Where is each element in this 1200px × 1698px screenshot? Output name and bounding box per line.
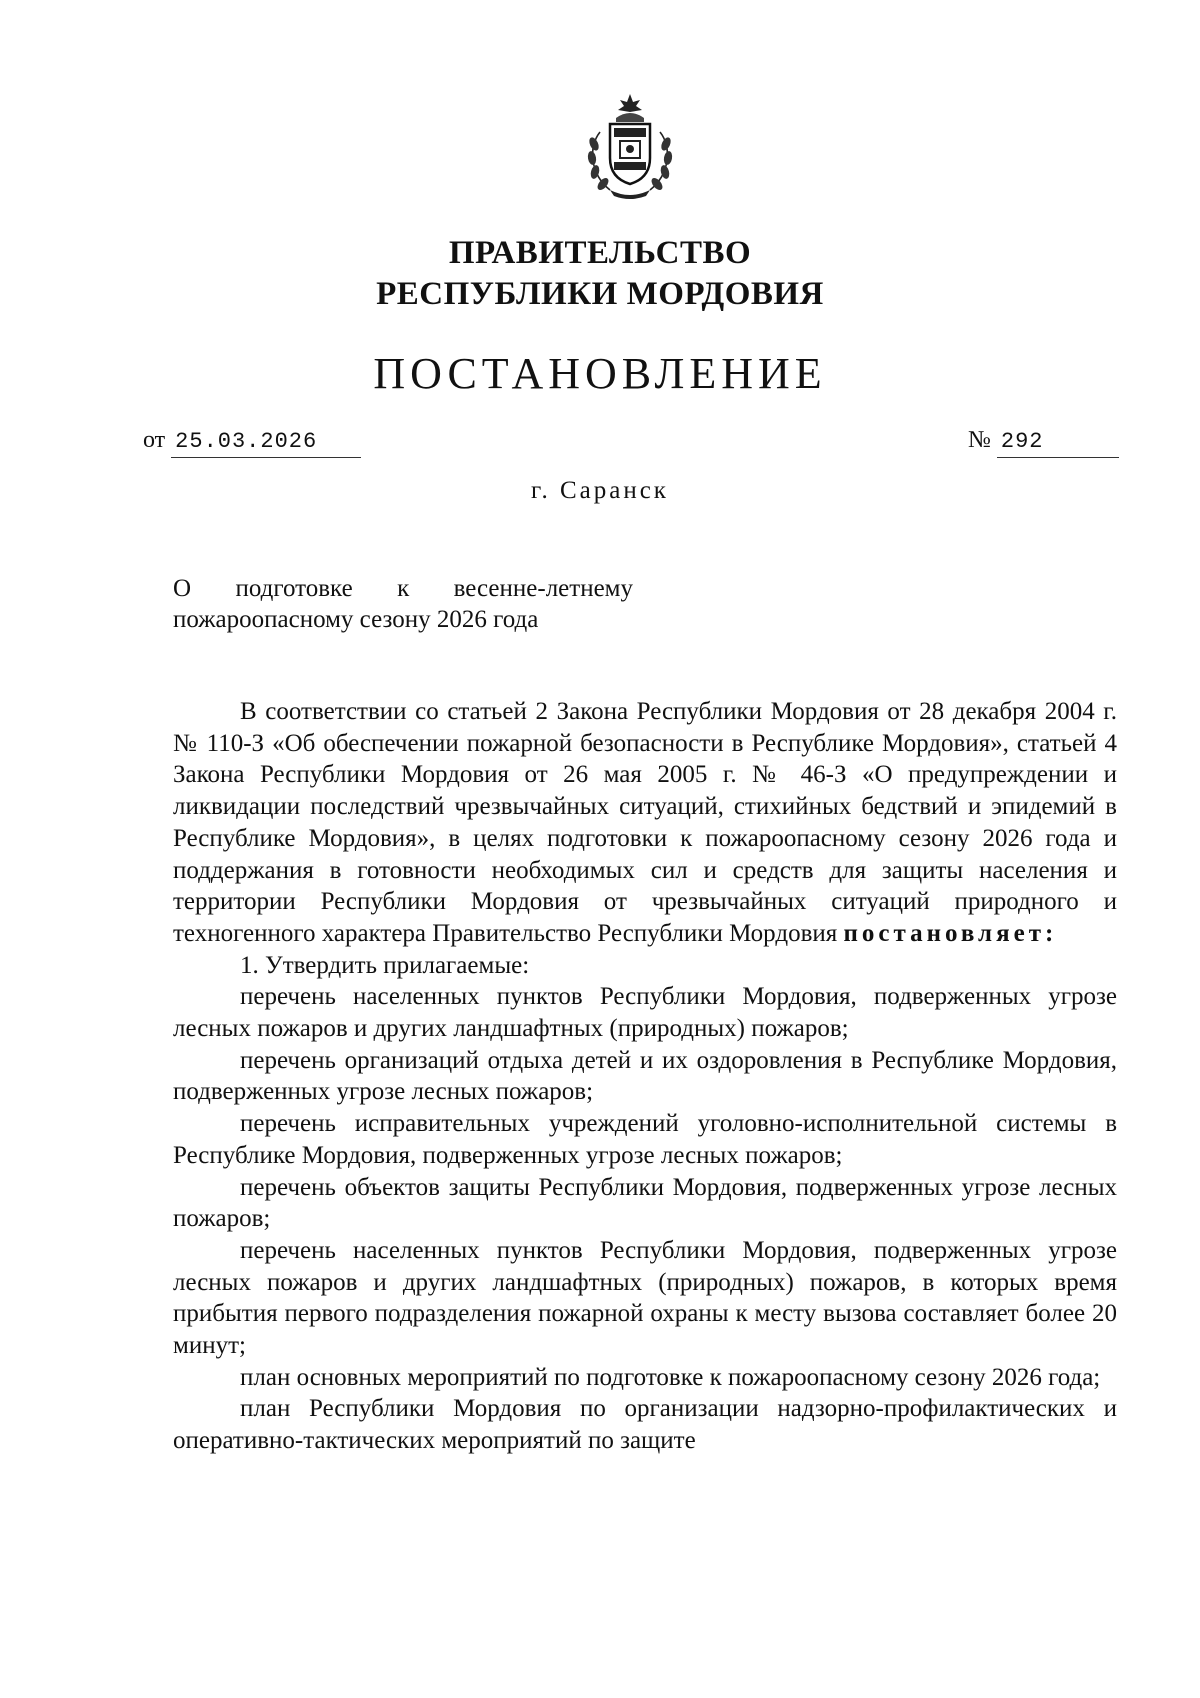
subject-line1: О подготовке к весенне-летнему xyxy=(173,575,633,602)
document-number xyxy=(968,425,1119,458)
decree-word: постановляет: xyxy=(843,919,1058,947)
preamble-text: В соответствии со статьей 2 Закона Республики Мордовия от 28 декабря 2004 г. № 110-З «Об обеспечении пожарной безопасности в Республике Мордовия», статьей 4 Закона Республики Мордовия от 26 мая 2005 г. № 46-З «О предупреждении и ликвидации последствий чрезвычайных ситуаций, стихийных бедствий и эпидемий в Республике Мордовия», в целях подготовки к пожароопасному сезону 2026 года и поддержания в готовности необходимых сил и средств для защиты населения и территории Республики Мордовия от чрезвычайных ситуаций природного и техногенного характера Правительство Республики Мордовия xyxy=(173,698,1117,947)
document-subject xyxy=(173,573,633,635)
document-type: ПОСТАНОВЛЕНИЕ xyxy=(373,349,827,398)
subject-line2: пожароопасному сезону 2026 года xyxy=(173,606,539,633)
org-title-line1: ПРАВИТЕЛЬСТВО xyxy=(448,235,752,271)
item-1: 1. Утвердить прилагаемые: xyxy=(240,951,530,979)
list-item: перечень организаций отдыха детей и их оздоровления в Республике Мордовия, подверженных угрозе лесных пожаров; xyxy=(173,1046,1117,1106)
list-item: перечень населенных пунктов Республики Мордовия, подверженных угрозе лесных пожаров и других ландшафтных (природных) пожаров; xyxy=(173,983,1117,1043)
number-value: 292 xyxy=(997,427,1119,458)
org-title-line2: РЕСПУБЛИКИ МОРДОВИЯ xyxy=(376,276,824,312)
coat-of-arms-icon xyxy=(580,92,680,200)
preamble-paragraph xyxy=(173,696,1117,950)
list-item: перечень исправительных учреждений уголовно-исполнительной системы в Республике Мордовия, подверженных угрозе лесных пожаров; xyxy=(173,1110,1117,1169)
list-item: план основных мероприятий по подготовке к пожароопасному сезону 2026 года; xyxy=(240,1363,1101,1391)
list-item: перечень объектов защиты Республики Мордовия, подверженных угрозе лесных пожаров; xyxy=(173,1173,1117,1233)
list-item: перечень населенных пунктов Республики Мордовия, подверженных угрозе лесных пожаров и других ландшафтных (природных) пожаров, в которых время прибытия первого подразделения пожарной охраны к месту вызова составляет более 20 минут; xyxy=(173,1236,1117,1360)
list-item: план Республики Мордовия по организации надзорно-профилактических и оперативно-тактических мероприятий по защите xyxy=(173,1395,1117,1455)
document-body xyxy=(173,696,1117,1457)
city-name: г. Саранск xyxy=(531,477,669,504)
number-prefix: № xyxy=(968,427,991,453)
document-date xyxy=(143,425,361,458)
date-prefix: от xyxy=(143,427,166,453)
date-value: 25.03.2026 xyxy=(171,427,361,458)
